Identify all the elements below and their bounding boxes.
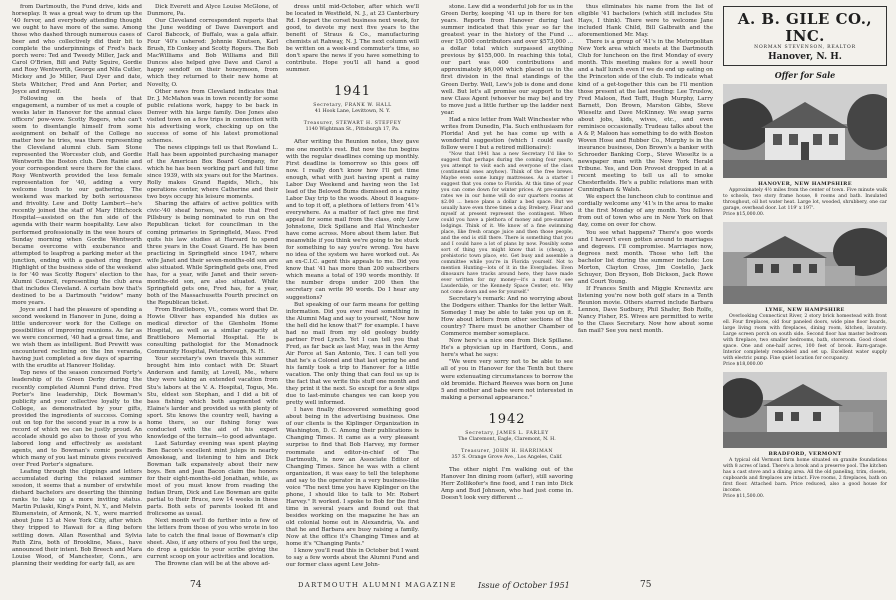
paragraph: Other news from Cleveland indicates that Dr. J. McMahon was in town recently for some public relations work, happy to be back in Denver with his large family. Dee Jones also visited town on a few trips in connection with his advertising work, checking up on the success of some of his latest promotional schemes. — [147, 88, 278, 144]
company-name: A. B. GILE CO., INC. — [737, 10, 873, 45]
issue-date: Issue of October 1951 — [478, 580, 570, 590]
paragraph: I have finally discovered something good about being in the advertising business. One of our clients is the Kiplinger Organization in Washington, D. C. Among their publications is Changing Times. It came as a very pleasant surprise to find that Bob Harvey, my former roommate and editor-in-chief of The Dartmouth, is now an Associate Editor of Changing Times. Since he was with a client organization, it was easy to tell the telephone and say to the operator in a very business-like voice "The next time you have Kiplinger on the phone, I should like to talk to Mr. Robert Harvey." It worked. I spoke to Bob for the first time in several years and found out that besides working on the magazine he has an old colonial home out in Alexandria, Va. and that he and Barbara are busy raising a family. Now at the office it's Changing Times and at home it's "Changing Pants." — [286, 407, 419, 548]
treasurer-address: 357 S. Orange Grove Ave., Los Angeles, Calif. — [451, 454, 563, 460]
secretary-line: Secretary, FRANK W. HALL — [313, 103, 392, 109]
page-number-left: 74 — [190, 580, 202, 590]
listing-price: Price $11,500.00. — [723, 494, 765, 499]
column-5 — [578, 4, 713, 572]
class-year-heading-1941: 1941 — [333, 84, 372, 100]
paragraph: Your secretary's own travels this summer brought him into contact with Dr. Stuart Anderson and family, at Lovell, Me., where they were taking an extended vacation from Stu's labors at the V. A. Hospital, Togus, Me. Stu, eldest son Stephan, and I did a bit of bass fishing which both augmented wife Elaine's larder and provided us with plenty of sport. Stu knows the country well, having a home there, so our fishing foray was conducted with the aid of his expert knowledge of the terrain—to good advantage. — [147, 356, 278, 440]
paragraph: Had a nice letter from Walt Winchester who writes from Dunedin, Fla. Such enthusiasm for Florida! And yet he has come up with a wonderful suggestion (which I could easily follow were I but a retired millionaire): — [441, 116, 573, 151]
listing-description: Approximately 4½ miles from the center of town. Five minute walk to schools, two story frame house, 8 rooms and bath. Insulated throughout, oil hot water heat. Large lot, wooded, shrubbery, one car garage, overhead door. Lot 119' x 197'. — [723, 188, 887, 211]
paragraph: The news clippings tell us that Rowland L. Hall has been appointed purchasing manager of the American Box Board Company, for which he has been working part and full time since 1939, with six years out for the Marines. Rolly makes Grand Rapids, Mich., his operations center, where Catherine and their two boys occupy his leisure moments. — [147, 144, 278, 201]
paragraph: Top news of the season concerned Forty's leadership of its Green Derby during the recently completed Alumni Fund drive. Fred Porter's line leadership, Dick Bowman's publicity and your collective loyalty to the College, as demonstrated by your gifts, provided the ingredients of success. Coming out on top for the second year in a row is a record of which we can be justly proud. An accolade should go also to those of you who labored long and effectively as assistant agents, and to Bowman's comic postcards which many of you last minute gives received over Fred Porter's signature. — [12, 370, 142, 469]
paragraph: Last Saturday evening was spent playing Ben Bacon's excellent mint juleps in nearby Amoskeag, and listening to him and Dick Bowman talk expansively about their new boys. Ben and Jean Bacon claim the honors for their eight-months-old Jonathan, while, as most of you must know from reading the Indian Drum, Dick and Lee Bowman are quite partial to their Bruce, now 14 weeks in these parts. Both sets of parents looked fit and frolicsome as usual. — [147, 440, 278, 518]
column-3 — [286, 4, 419, 572]
treasurer-line: Treasurer, STEWART H. STEFFEY — [303, 121, 402, 127]
paragraph: I know you'll read this in October but I want to say a few words about the Alumni Fund and our former class agent Lew John- — [286, 548, 419, 569]
realtor-name: NORMAN STEVENSON, REALTOR — [754, 45, 856, 50]
page-footer — [0, 580, 896, 594]
paragraph: thus eliminates his name from the list of eligible '41 bachelors (which still includes Stu Hays, I think). There were to welcome Jane included Hank Child, Bill Galbraith and the aforementioned Mr. May. — [578, 4, 713, 39]
paragraph: After writing the Reunion notes, they gave me one month's rest. But now the fun begins with the regular deadlines coming up monthly. First deadline is tomorrow so this goes off now. I really don't know how I'll get time enough, what with just having spent a rainy Labor Day Weekend and having won the 1st lead of the Beloved Bums dismissed on a rainy Labor Day trip to the woods. About 8 leagues-and to top it off, a plethora of letters from '41's everywhere. As a matter of fact give me first appeal for some mail from the class, only Lew Johnstone, Dick Spillane and Hal Winchester have come across. More about them later. But meanwhile if you think we're going to be stuck for something to say you're wrong. You have no idea of the system we have worked out. As an ex-C.I.C. agent this appeals to me. Did you know that '41 has more than 200 subscribers which means a total of 190 words monthly. If the number drops under 200 then the secretary can write 90 words. Do I hear any suggestions? — [286, 139, 419, 301]
secretary-address: 41 Hook Lane, Levittown, N. Y. — [314, 109, 391, 115]
paragraph: Now here's a nice one from Dick Spillane. He's a physician up in Hartford, Conn., and here's what he says: — [441, 338, 573, 359]
ad-header — [723, 6, 887, 66]
paragraph: There is a group of '41's in the Metropolitan New York area which meets at the Dartmouth Club for luncheon on the first Monday of every month. This meeting makes for a swell hour and a half lunch even if we do end up eating on the Princeton side of the club. To indicate what kind of a get-together this can be I'll mention those present at the last meeting: Lee Truslow, Fred Maloon, Red Tefft, Hugh Murphy, Larry Barnett, Don Brown, Marston Gibbs, Steve Wieseltz and Dave McKinney. We swap yarns about jobs, kids, wives, etc., and even reminisce occasionally. Trudeau talks about the A & P, Maloon has something to do with Boston Woven Hose and Rubber Co., Murphy is in the insurance business, Don Brown's a banker with Schroeder Banking Corp., Steve Wieseltz is a newspaper man with the New York Herald Tribune. Yes, and Don Provost dropped in at a recent meeting to tell us all to smoke Chesterfields. He's a public relations man with Cunningham & Walsh. — [578, 39, 713, 194]
paragraph: We expect the luncheon club to continue and cordially welcome any '41's in the area to make it the first Monday of any month. You fellows from out of town who are in New York on that day, come on over for chow. — [578, 194, 713, 229]
publication-name: DARTMOUTH ALUMNI MAGAZINE — [298, 581, 457, 589]
column-2 — [147, 4, 278, 572]
paragraph: Leafing through the clippings and letters accumulated during the relaxed summer session, it seems that a number of erstwhile diehard bachelors are deserting the thinning ranks to take up a more inviting status. Martin Pulaski, King's Point, N. Y., and Melvin Blumenstein, of Armonk, N. Y., were married about June 13 at New York City, after which they tripped to Hawaii for a fling before settling down. Allan Rosenthal and Sylvia Ruth Zira, both of Brookline, Mass., have announced their intent. Bob Breech and Mara Louise Wood, of Manchester, Conn., are planning their wedding for early fall, as are — [12, 469, 142, 567]
column-4 — [441, 4, 573, 572]
real-estate-advertisement — [723, 6, 887, 572]
listing-caption: BRADFORD, VERMONT — [768, 451, 842, 457]
paragraph: "We were very sorry not to be able to see all of you in Hanover for the Tenth but there were extenuating circumstances to borrow the old bromide. Richard Reeves was born on June 5 and mother and babe were not interested in making a personal appearance." — [441, 359, 573, 401]
listing-price: Price $18,000.00 — [723, 362, 763, 367]
listing-price: Price $15,000.00. — [723, 212, 765, 217]
paragraph: Next month we'll do further into a few of the letters from those of you who wrote in too late to catch the final issue of Bowman's clip sheet. Also, if any others of you feel the urge, do drop a quickie to your scribe giving the current scoop on your activities and location. — [147, 518, 278, 560]
paragraph: Joyce and I had the pleasure of spending a second weekend in Hanover in June, doing a little undercover work for the College on possibilities of improving reunions. As far as we were concerned, '40 had a great time, and we wish them as intelligent. Bud Prewitt was encountered reclining on the Inn veranda, having just completed a few days of sparring with the erudite at Hanover Holiday. — [12, 307, 142, 370]
paragraph: Following on the heels of that engagement, a number of us met a couple of weeks later in Hanover for the annual class officers' pow-wow. Scotty Rogers, who can't seem to disentangle himself from some assignment on behalf of the College no matter how he tries, was there representing the Cleveland alumni club. Sam Stone represented the Worcester club, and Gordie Wentworth the Boston club. Don Rainie and your correspondent were there for the class. Rosy Wentworth provided the less female representation for '40, adding a very welcome touch to our gathering. The weekend was marked by both seriousness and frivolity. Lew and Dotty Lambert—he's recently joined the staff of Mary Hitchcock Hospital—assisted on the fun side of the agenda with their warm hospitality. Lew also performed professionally in the wee hours of Sunday morning when Gordie Wentworth became overcome with exuberance and attempted to leapfrog a parking meter at the junction, ending with a gashed ring finger. Highlight of the business side of the weekend is for '40 was Scotty Rogers' election to the Alumni Council, representing the club area that includes Cleveland. A certain bow that's destined to be a Dartmouth "widow" many more years. — [12, 95, 142, 306]
treasurer-address: 1140 Wightman St., Pittsburgh 17, Pa. — [305, 127, 400, 133]
paragraph: The Browne clan will be at the above ad- — [155, 560, 270, 567]
paragraph: Sharing the affairs of active politics with civic-'40 sheaf horses, we note that Fred Pillsbury is being nominated to run on the Republican ticket for councilman in the coming primaries in Springfield, Mass. Fred quits his law studies at Harvard to spend three years in the Coast Guard. He has been practicing in Springfield since 1947, where wife Janet and their seven-months-old son are also situated. While Springfield gets one, Fred has, for a year, wife Janet and their seven-months-old son, are also situated. While Springfield gets one, Fred has, for a year, both of the Massachusetts Fourth precinct on the Republican ticket. — [147, 201, 278, 306]
treasurer-line: Treasurer, JOHN H. HARRIMAN — [461, 448, 553, 454]
paragraph: The other night I'm walking out of the Hanover Inn dining room (after), still savoring Herr Zollikofer's fine food, and I ran into Dick Amp and Bud Johnson, who had just come in. Doesn't look very different ... — [441, 466, 573, 501]
paragraph: stone. Lew did a wonderful job for us in the Green Derby, keeping '41 up in there for ten years. Reports from Hanover during last summer indicated that this year so far the greatest year in the history of the Fund ... over 15,000 contributors and over $573,000 ... a dollar total which surpassed anything previous by $155,000. In reaching this total, our part was 400 contributions and approximately $6,000 which placed us in the first division in the final standings of the Green Derby. Well, Lew's job is done and done well. But let's all promise our support to the new Class Agent (whoever he may be) and try to move just a little further up the ladder next year. — [441, 4, 573, 116]
paragraph: Our Cleveland correspondent reports that the June wedding of Dave Davenport and Carol Babcock, of Buffalo, was a gala affair. Four '40's ushered: Johnnie Knutsen, Karl Brush, Eb Conkey and Scotty Rogers. The Bob MacWilliams and Bob Williams and Bill Dunces also helped give Dave and Carol a happy sendoff on their honeymoon, from which they returned to their new home at Novelty, O. — [147, 18, 278, 88]
listing-description: Overlooking Connecticut River, 2 story brick homestead with front ell. Four fireplaces, old four paneled doors, wide pine floor boards, large living room with fireplaces, dining room, kitchen, lavatory. Large screen porch on south side. Second floor has master bedroom with fireplace, two smaller bedrooms, bath, storeroom. Good closet space. One and one-half acres, 100 feet of brook. Barn-garage. Interior completely remodeled and set up. Excellent water supply with electric pump. Fine quiet location for occupancy. — [723, 314, 887, 361]
paragraph: But speaking of our farm means for getting information. Did you ever read something in the Alumni Mag and say to yourself, "Now how the hell did he know that?" for example. I have had no mail from my old geology buddy partner Fred Lynch. Yet I can tell you that Fred, as far back as last May, was in the Army Air Force at San Antonio, Tex. I can tell you that he's a Colonel and that last spring he and his family took a trip to Hanover for a little vacation. The only thing that can foul us up is the fact that we write this stuff one month and they print it the next. So except for a few slips due to last-minute changes we can keep you pretty well informed. — [286, 301, 419, 407]
paragraph: You see what happens? There's goo words and I haven't even gotten around to marriages and degrees. I'll compromise. Marriages now, degrees next month. Those who left the bachelor list during the summer include: Lou Morton, Clayton Cross, Jim Costello, Jack Schuyer, Don Bryson, Bob Dickson, Jack Rowe and Court Young. — [578, 229, 713, 285]
paragraph: Dick Everett and Alyce Louise McGlone, of Dunmore, Pa. — [147, 4, 278, 18]
house-photo-bradford — [723, 372, 887, 448]
column-1 — [12, 4, 142, 572]
paragraph: If Frances Smith and Miggie Krensvitz are listening you're now both golf stars in a Tenth Reunion movie. Others starred include Barbara Lennox, Dave Sudbury, Phil Shafer, Bob Rolfe, Nancy Fisher, P.S. Wives are permitted to write to the Class Secretary. Now how about some fan mail? See you next month. — [578, 285, 713, 335]
paragraph: From Brattleboro, Vt., comes word that Dr. Howie Oliver has expanded his duties as medical director of the Glenholm Home Hospital, as well as a similar capacity at Brattleboro Memorial Hospital. He is consulting pathologist for the Monadnock Community Hospital, Peterborough, N. H. — [147, 307, 278, 356]
listing-caption: LYME, NEW HAMPSHIRE — [765, 307, 845, 313]
house-photo-hanover — [723, 84, 887, 178]
listing-description: A typical old Vermont farm home situated on granite foundations with 8 acres of land. There's a brook and a preserve pool. The kitchen has a cast stove and a dining area. All the old paneling, trim, closets, cupboards and fireplaces are intact. Five rooms, 2 fireplaces, bath on first floor. Attached barn. Price reduced, also a good house for income. — [723, 458, 887, 493]
paragraph: dress until mid-October, after which we'll be located in Westfield, N. J., at 23 Canterbury Rd. I depart the corset business next week, for good, to devote my next five years to the benefit of Straus & Co., manufacturing chemists at Rahway, N. J. The next column will be written on a week-end commuter's time, so don't spare the news if you have something to contribute. Hope you'll all hand a good summer. — [286, 4, 419, 74]
company-town: Hanover, N. H. — [768, 52, 842, 62]
paragraph: from Dartmouth, the Fund drive, kids and horseplay. It was a great way to drum up the '40 fervor, and everybody attending thought we ought to have more of the same. Among those who dashed through numerous cases of beer and who collectively did their bit to complete the underpinnings of Fred's back porch were: Ted and Tweedy Miller, Jack and Carol O'Brien, Bill and Patty Squire, Gordie and Rosy Wentworth, George and Nila Cutler, Mickey and Jo Miller, Paul Dyer and date, Stets Whitcher, Fred and Ann Porter, and Joyce and myself. — [12, 4, 142, 95]
secretary-line: Secretary, JAMES L. FARLEY — [465, 430, 549, 436]
secretary-address: The Claremont, Eagle, Claremont, N. H. — [458, 436, 556, 442]
class-year-heading-1942: 1942 — [488, 411, 526, 427]
quoted-letter: "Now that 1941 has a new Secretary I'd like to suggest that perhaps during the coming four years, you attempt to visit each and everyone of the class (continental ones anyhow). Think of the free brews. Maybe even some lumpy mattresses. As a starter I suggest that you come to Florida. At this time of year you can come down for winter prices. At pre-summer rates we in our home will do our quarters rooms at $2.00 ... hence plans a dollar a bed space. But we usually have even three times a day. Brebery, Fisar and myself at present represent the contingent. When could you have a plethora of money and pre-summer lodgings. Think of it. We know of a fine swimming place, like fresh orange juice and then those people, and the end is still there. There is something that you and I could have a lot of plans by now. Possibly some sort of thing you might know that is (cheap), a prehistoric town place, etc. Get busy and assemble a committee while you're in Florida yourself. Not to mention Hunting—lots of it in the Everglades. Even dinosaurs have tracks around here, they have made ever written for my money—it's a must to see Lauderdale, or the Kennedy Space Center, etc. Why not come down and see for yourself." — [441, 151, 573, 295]
offer-heading: Offer for Sale — [774, 70, 836, 80]
page-number-right: 75 — [640, 580, 652, 590]
listing-caption: HANOVER, NEW HAMPSHIRE — [758, 181, 852, 187]
house-photo-lyme — [723, 222, 887, 304]
paragraph: Secretary's remark: And no worrying about the Dodgers either. Thanks for the letter Walt. Someday I may be able to take you up on it. How about letters from other sections of the country? There must be another Chamber of Commerce member someplace. — [441, 295, 573, 338]
